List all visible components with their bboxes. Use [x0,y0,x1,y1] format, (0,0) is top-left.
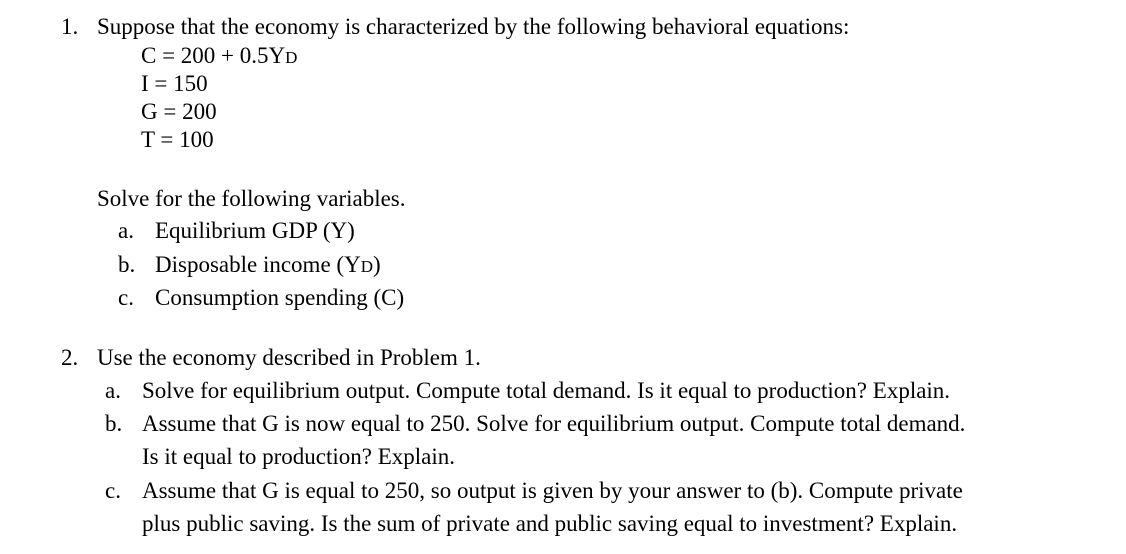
problem-1-item-b-text-pre: Disposable income (Y [155,252,361,277]
problem-2-item-b-marker: b. [105,411,123,436]
problem-1-item-b-marker: b. [118,252,136,277]
equation-taxes: T = 100 [141,127,214,152]
problem-2-number: 2. [61,345,79,370]
problem-2-item-a-line-1: Solve for equilibrium output. Compute total demand. Is it equal to production? Explain. [142,378,951,403]
problem-1-item-a-text: Equilibrium GDP (Y) [155,218,355,243]
problem-2-item-c-line-2: plus public saving. Is the sum of private and public saving equal to investment? Explain. [142,511,958,536]
equation-consumption [141,42,297,70]
problem-2-item-b-line-1: Assume that G is now equal to 250. Solve for equilibrium output. Compute total demand. [142,411,966,436]
equation-government: G = 200 [141,99,217,124]
equation-consumption-subscript: D [285,48,298,67]
solve-prompt: Solve for the following variables. [97,186,406,211]
problem-2-item-c-line-1: Assume that G is equal to 250, so output is given by your answer to (b). Compute private [142,478,963,503]
problem-1-item-a-marker: a. [118,218,134,243]
equation-consumption-text: C = 200 + 0.5Y [141,43,286,68]
problem-2-intro: Use the economy described in Problem 1. [97,345,481,370]
problem-2-item-c-marker: c. [105,478,121,503]
problem-1-item-c-marker: c. [118,285,134,310]
problem-2-item-a-marker: a. [105,378,121,403]
problem-1-item-b-subscript: D [360,257,373,276]
problem-1-intro: Suppose that the economy is characterized by the following behavioral equations: [97,14,850,39]
equation-investment: I = 150 [141,71,208,96]
problem-1-item-c-text: Consumption spending (C) [155,285,405,310]
problem-1-item-b-text-post: ) [372,252,381,277]
problem-2-item-b-line-2: Is it equal to production? Explain. [142,444,455,469]
problem-1-number: 1. [61,14,79,39]
problem-1-item-b-text [155,251,381,279]
